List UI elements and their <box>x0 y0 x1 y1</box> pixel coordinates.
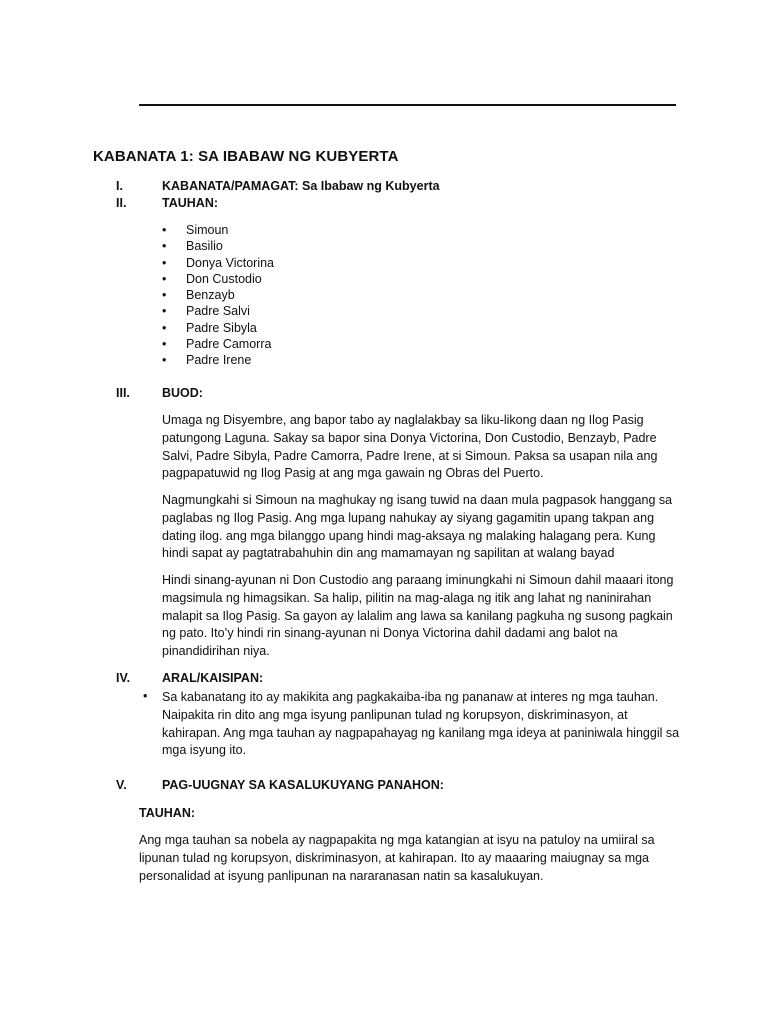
list-item: • Don Custodio <box>162 271 262 286</box>
summary-paragraph-1: Umaga ng Disyembre, ang bapor tabo ay naglalakbay sa liku-likong daan ng Ilog Pasig patungong Laguna. Sakay sa bapor sina Donya Victorina, Don Custodio, Benzayb, Padre Salvi, Padre Sibyla, Padre Camorra, Padre Irene, at si Simoun. Paksa sa usapan nila ang pagpapatuwid ng Ilog Pasig at ang mga gawain ng Obras del Puerto. <box>162 413 658 481</box>
list-item: • Padre Irene <box>162 353 252 368</box>
bullet-icon: • <box>162 223 167 237</box>
section-4-heading: ARAL/KAISIPAN: <box>162 671 264 685</box>
summary-paragraph-3: Hindi sinang-ayunan ni Don Custodio ang paraang iminungkahi ni Simoun dahil maaari itong magsimula ng himagsikan. Sa halip, pilitin na mag-alaga ng itik ang lahat ng naninirahan malapit sa Ilog Pasig. Sa gayon ay lalalim ang lawa sa kanilang pagkuha ng susong pagkain ng pato. Ito’y hindi rin sinang-ayunan ni Donya Victorina dahil dadami ang balot na pinandidirihan niya. <box>162 573 674 659</box>
section-5-subheading: TAUHAN: <box>139 806 196 820</box>
bullet-icon: • <box>162 239 167 254</box>
list-item: • Donya Victorina <box>162 255 275 270</box>
character-list <box>162 222 274 369</box>
lesson-paragraph: Sa kabanatang ito ay makikita ang pagkakaiba-iba ng pananaw at interes ng mga tauhan. Naipakita rin dito ang mga isyung panlipunan tulad ng korupsyon, diskriminasyon, at kahirapan. Ang mga tauhan ay nagpapahayag ng kanilang mga ideya at paniniwala hinggil sa mga isyung ito. <box>162 690 680 758</box>
bullet-icon: • <box>162 304 167 319</box>
bullet-icon: • <box>162 271 167 286</box>
list-item: • Padre Salvi <box>162 304 250 319</box>
summary-paragraph-2: Nagmungkahi si Simoun na maghukay ng isang tuwid na daan mula pagpasok hanggang sa paglabas ng Ilog Pasig. Ang mga lupang nahukay ay siyang gagamitin upang takpan ang dating ilog. ang mga bilanggo upang hindi mag-aksaya ng malaking halagang pera. Kung hindi sapat ay pagtatrabahuhin din ang mamamayan ng sapilitan at walang bayad <box>162 493 673 561</box>
section-5-number: V. <box>116 778 127 792</box>
list-item: • Simoun <box>162 223 229 237</box>
bullet-icon: • <box>143 689 148 703</box>
list-item: • Padre Camorra <box>162 337 272 352</box>
bullet-icon: • <box>162 255 167 270</box>
connection-paragraph: Ang mga tauhan sa nobela ay nagpapakita ng mga katangian at isyu na patuloy na umiiral sa lipunan tulad ng korupsyon, diskriminasyon, at kahirapan. Ito ay maaaring maiugnay sa mga personalidad at isyung panlipunan na nararanasan natin sa kasalukuyan. <box>139 833 655 883</box>
header-rule <box>139 104 676 106</box>
section-2-number: II. <box>116 196 127 210</box>
bullet-icon: • <box>162 288 167 303</box>
section-5-heading: PAG-UUGNAY SA KASALUKUYANG PANAHON: <box>162 778 444 792</box>
section-3-number: III. <box>116 386 130 400</box>
list-item: • Basilio <box>162 239 223 254</box>
section-3-heading: BUOD: <box>162 386 203 400</box>
section-1-number: I. <box>116 179 123 193</box>
list-item: • Padre Sibyla <box>162 320 257 335</box>
section-2-heading: TAUHAN: <box>162 196 219 210</box>
section-1-heading: KABANATA/PAMAGAT: Sa Ibabaw ng Kubyerta <box>162 179 440 193</box>
section-4-number: IV. <box>116 671 131 685</box>
bullet-icon: • <box>162 320 167 335</box>
list-item: • Benzayb <box>162 288 235 303</box>
bullet-icon: • <box>162 337 167 352</box>
bullet-icon: • <box>162 353 167 368</box>
chapter-title: KABANATA 1: SA IBABAW NG KUBYERTA <box>93 148 399 165</box>
